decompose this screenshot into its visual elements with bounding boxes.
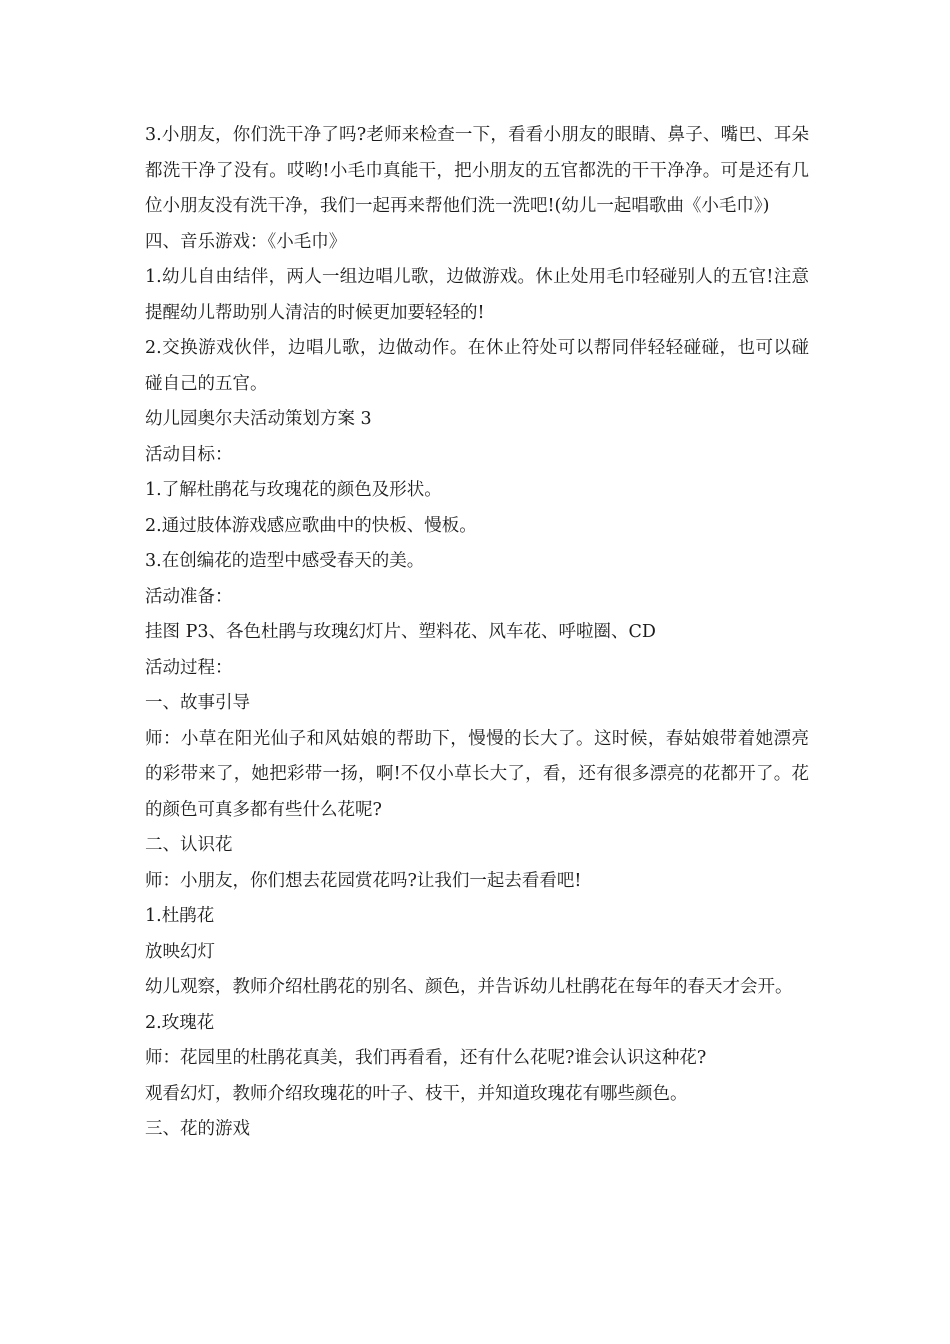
step-heading-know-flowers: 二、认识花 — [145, 835, 233, 855]
paragraph-rose-intro: 观看幻灯，教师介绍玫瑰花的叶子、枝干，并知道玫瑰花有哪些颜色。 — [145, 1083, 688, 1104]
subheading-azalea: 1.杜鹃花 — [145, 906, 215, 926]
goal-item-2: 2.通过肢体游戏感应歌曲中的快板、慢板。 — [145, 515, 477, 536]
heading-activity-process: 活动过程： — [145, 657, 233, 678]
goal-item-1: 1.了解杜鹃花与玫瑰花的颜色及形状。 — [145, 480, 442, 500]
subheading-rose: 2.玫瑰花 — [145, 1012, 215, 1033]
document-body — [145, 118, 809, 1148]
paragraph-swap-partners: 2.交换游戏伙伴，边唱儿歌，边做动作。在休止符处可以帮同伴轻轻碰碰，也可以碰碰自己的五官。 — [145, 338, 809, 394]
goal-item-3: 3.在创编花的造型中感受春天的美。 — [145, 551, 425, 571]
paragraph-wash-check: 3.小朋友，你们洗干净了吗?老师来检查一下，看看小朋友的眼睛、鼻子、嘴巴、耳朵都洗干净了没有。哎哟!小毛巾真能干，把小朋友的五官都洗的干干净净。可是还有几位小朋友没有洗干净，我们一起再来帮他们洗一洗吧!(幼儿一起唱歌曲《小毛巾》) — [145, 125, 809, 216]
paragraph-azalea-intro: 幼儿观察，教师介绍杜鹃花的别名、颜色，并告诉幼儿杜鹃花在每年的春天才会开。 — [145, 977, 793, 997]
heading-activity-goals: 活动目标： — [145, 444, 233, 465]
step-heading-flower-game: 三、花的游戏 — [145, 1119, 250, 1139]
heading-activity-preparation: 活动准备： — [145, 586, 233, 607]
paragraph-garden-invite: 师：小朋友，你们想去花园赏花吗?让我们一起去看看吧! — [145, 870, 582, 891]
step-heading-story: 一、故事引导 — [145, 693, 250, 713]
paragraph-show-slides: 放映幻灯 — [145, 941, 215, 962]
preparation-materials: 挂图 P3、各色杜鹃与玫瑰幻灯片、塑料花、风车花、呼啦圈、CD — [145, 622, 656, 642]
paragraph-story-intro: 师：小草在阳光仙子和风姑娘的帮助下，慢慢的长大了。这时候，春姑娘带着她漂亮的彩带来了，她把彩带一扬，啊!不仅小草长大了，看，还有很多漂亮的花都开了。花的颜色可真多都有些什么花呢? — [145, 728, 809, 820]
section-heading-music-game: 四、音乐游戏：《小毛巾》 — [145, 231, 347, 252]
paragraph-free-pairing: 1.幼儿自由结伴，两人一组边唱儿歌，边做游戏。休止处用毛巾轻碰别人的五官!注意提醒幼儿帮助别人清洁的时候更加要轻轻的! — [145, 267, 809, 323]
paragraph-rose-question: 师：花园里的杜鹃花真美，我们再看看，还有什么花呢?谁会认识这种花? — [145, 1048, 707, 1068]
plan-title-3: 幼儿园奥尔夫活动策划方案 3 — [145, 409, 372, 429]
